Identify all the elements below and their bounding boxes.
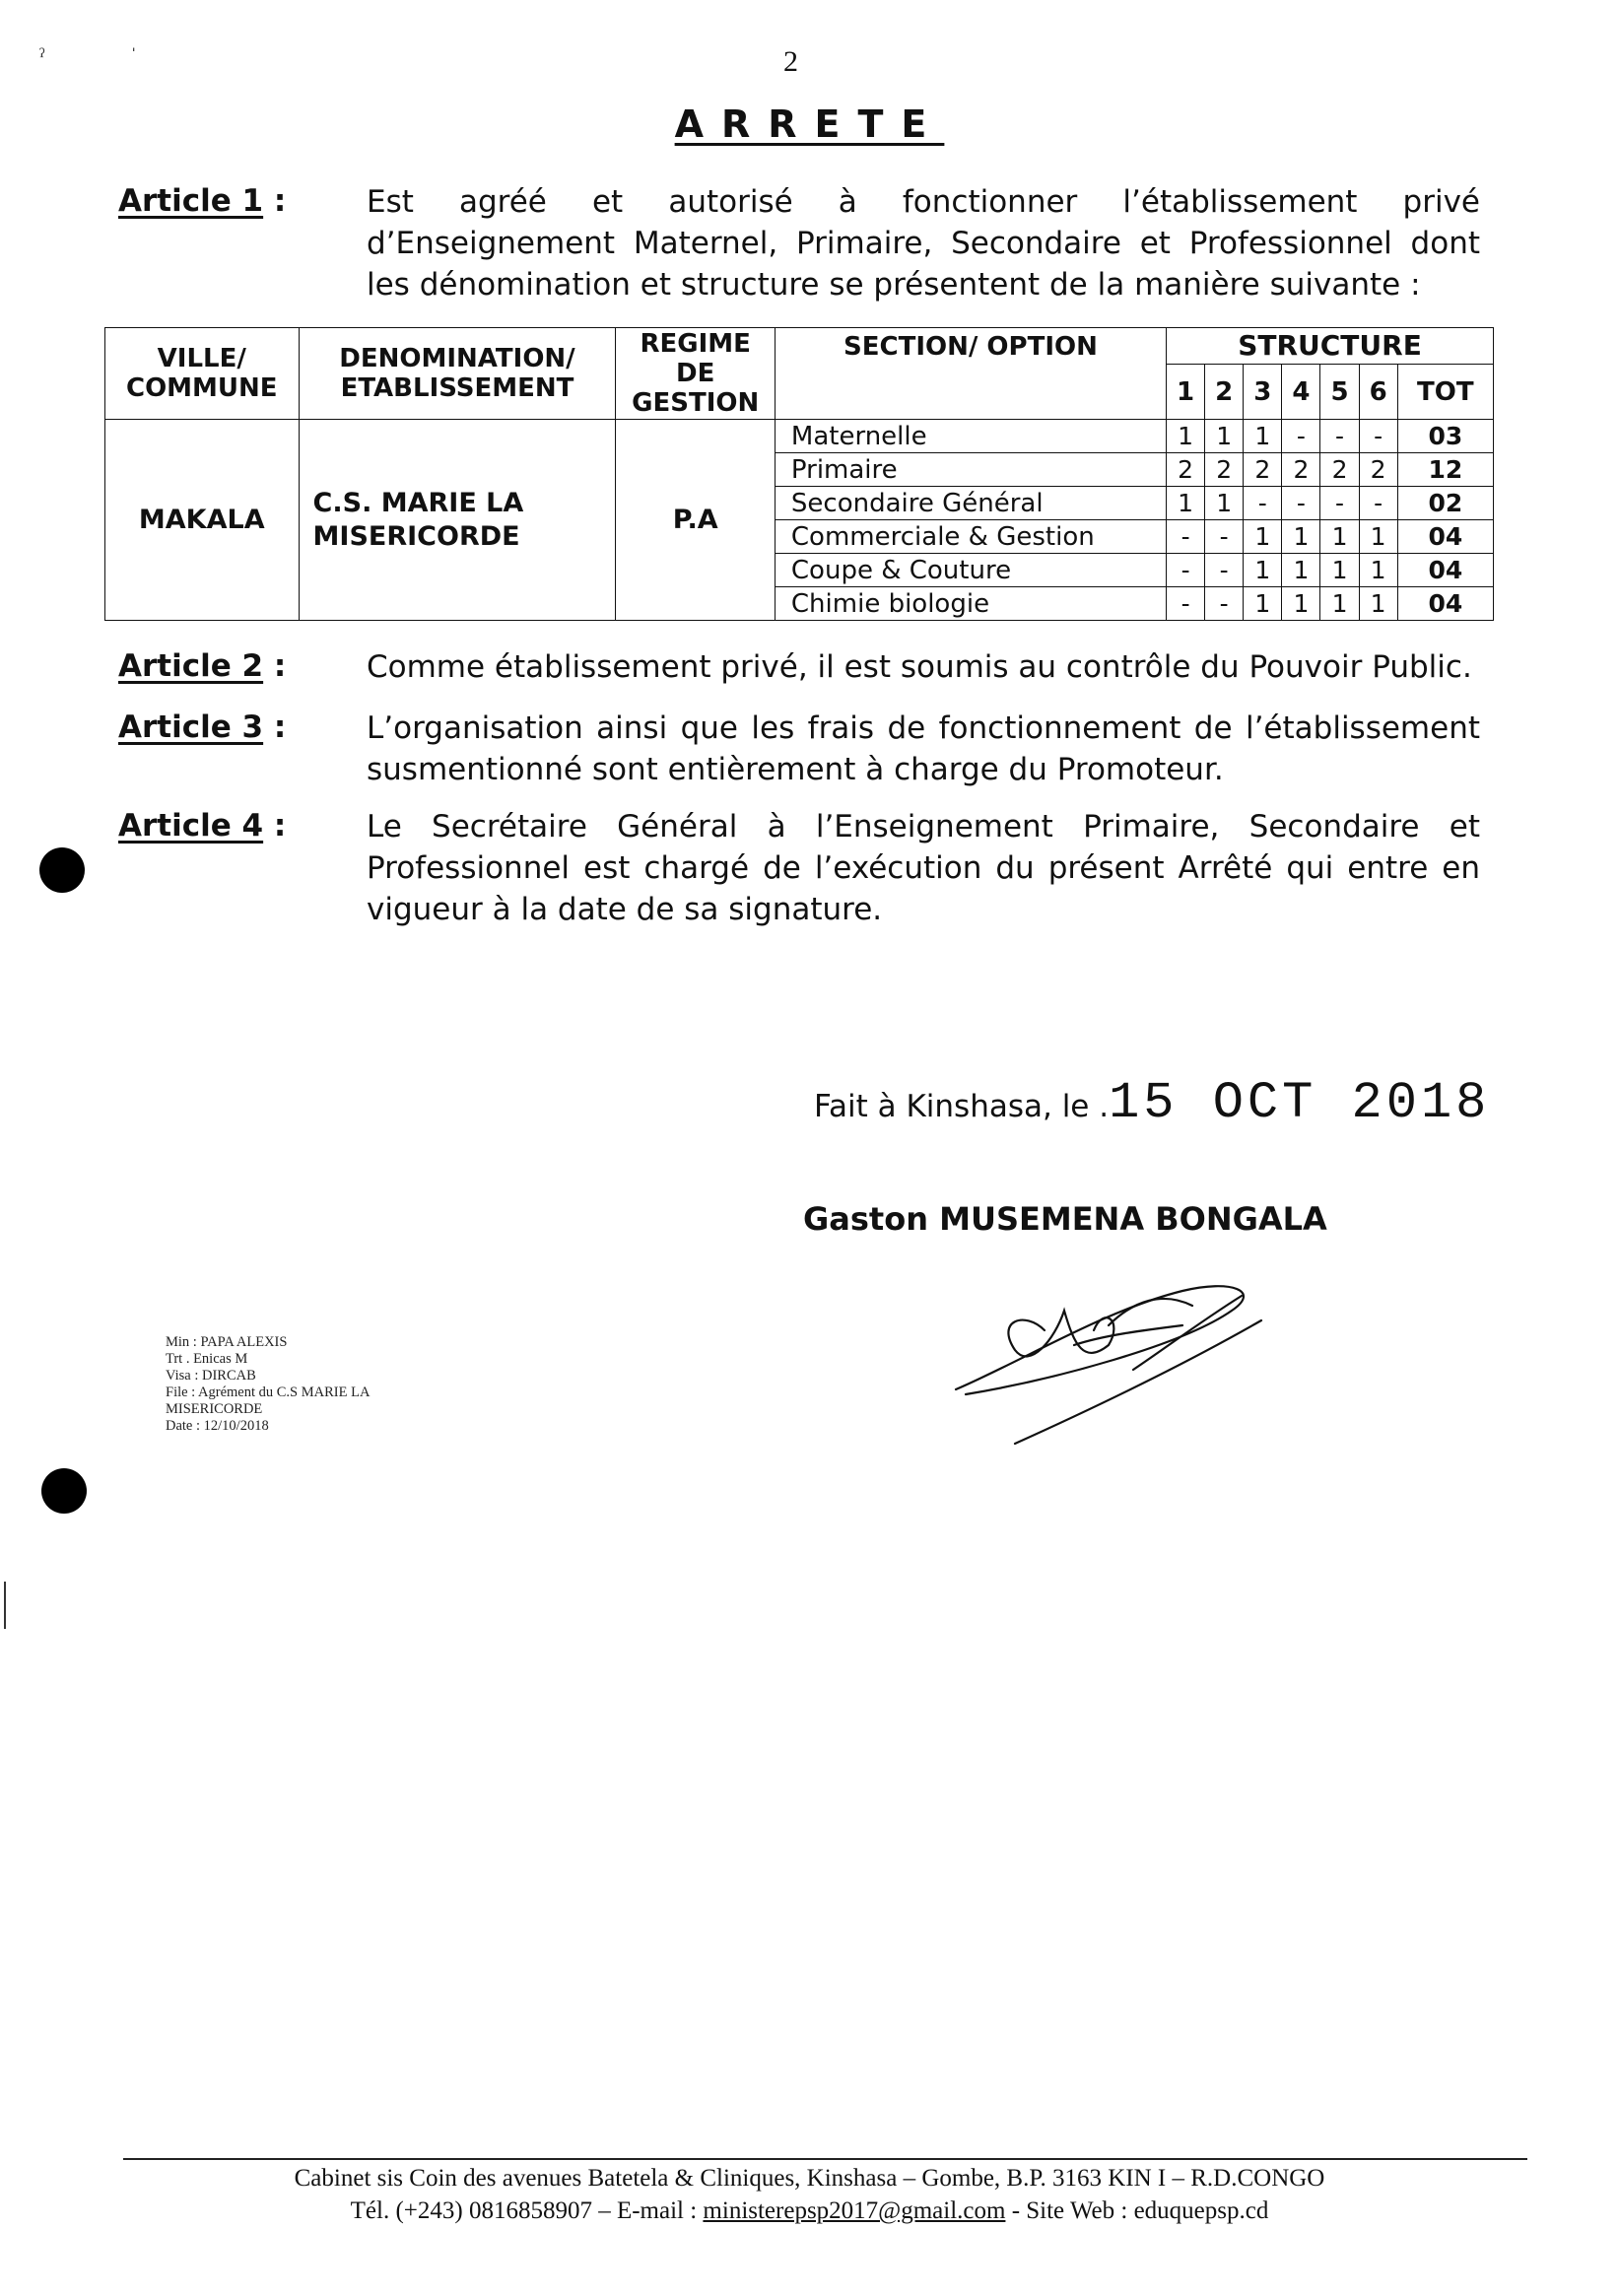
- place-text: Fait à Kinshasa, le .: [814, 1089, 1110, 1124]
- header-level-2: 2: [1205, 365, 1244, 420]
- header-level-6: 6: [1359, 365, 1397, 420]
- cell-level: -: [1320, 487, 1359, 520]
- cell-level: -: [1205, 587, 1244, 621]
- punch-hole-bottom: [41, 1468, 87, 1514]
- header-level-4: 4: [1282, 365, 1320, 420]
- footer-phone: Tél. (+243) 0816858907 – E-mail :: [350, 2197, 704, 2224]
- header-level-5: 5: [1320, 365, 1359, 420]
- cell-level: 1: [1282, 554, 1320, 587]
- article-1-label: Article 1 :: [118, 183, 287, 219]
- cell-level: -: [1282, 487, 1320, 520]
- cell-level: 2: [1320, 453, 1359, 487]
- memo-line: File : Agrément du C.S MARIE LA: [166, 1384, 371, 1400]
- cell-level: 1: [1320, 554, 1359, 587]
- cell-regime: P.A: [616, 420, 775, 621]
- article-4-text: Le Secrétaire Général à l’Enseignement Primaire, Secondaire et Professionnel est chargé de l’exécution du présent Arrêté qui entre en vigueur à la date de sa signature.: [367, 809, 1480, 927]
- scan-mark: [4, 1582, 6, 1629]
- header-denomination: DENOMINATION/ ETABLISSEMENT: [299, 328, 616, 420]
- cell-section: Chimie biologie: [775, 587, 1166, 621]
- article-1-text: Est agréé et autorisé à fonctionner l’établissement privé d’Enseignement Maternel, Primaire, Secondaire et Professionnel dont les dénomination et structure se présentent de la manière suivante :: [367, 184, 1480, 303]
- cell-level: -: [1244, 487, 1282, 520]
- footer-address: Cabinet sis Coin des avenues Batetela & Cliniques, Kinshasa – Gombe, B.P. 3163 KIN I – R.D.CONGO: [294, 2165, 1325, 2192]
- cell-section: Primaire: [775, 453, 1166, 487]
- cell-section: Secondaire Général: [775, 487, 1166, 520]
- cell-total: 12: [1397, 453, 1493, 487]
- header-total: TOT: [1397, 365, 1493, 420]
- article-2-label: Article 2 :: [118, 648, 287, 684]
- place-date-line: [814, 1074, 1490, 1132]
- cell-level: 1: [1244, 587, 1282, 621]
- corner-mark-left: ˀ: [39, 43, 45, 68]
- cell-level: 2: [1167, 453, 1205, 487]
- memo-line: MISERICORDE: [166, 1401, 263, 1417]
- cell-level: -: [1359, 487, 1397, 520]
- header-level-1: 1: [1167, 365, 1205, 420]
- cell-level: 1: [1244, 554, 1282, 587]
- cell-level: 1: [1320, 520, 1359, 554]
- footer-contact: [0, 2197, 1619, 2225]
- footer-email-link[interactable]: ministerepsp2017@gmail.com: [703, 2197, 1006, 2224]
- table-row: [105, 420, 1494, 453]
- memo-line: Visa : DIRCAB: [166, 1368, 256, 1384]
- signer-name: Gaston MUSEMENA BONGALA: [803, 1200, 1327, 1238]
- cell-section: Coupe & Couture: [775, 554, 1166, 587]
- cell-level: 1: [1167, 487, 1205, 520]
- cell-level: -: [1205, 554, 1244, 587]
- cell-level: 2: [1244, 453, 1282, 487]
- cell-level: 1: [1244, 420, 1282, 453]
- header-section: SECTION/ OPTION: [775, 328, 1166, 420]
- handwritten-signature: [936, 1251, 1330, 1458]
- header-structure: STRUCTURE: [1167, 328, 1494, 365]
- article-4-label: Article 4 :: [118, 808, 287, 844]
- cell-section: Commerciale & Gestion: [775, 520, 1166, 554]
- cell-level: 2: [1359, 453, 1397, 487]
- cell-level: 1: [1359, 520, 1397, 554]
- memo-line: Trt . Enicas M: [166, 1351, 248, 1367]
- cell-level: -: [1320, 420, 1359, 453]
- cell-section: Maternelle: [775, 420, 1166, 453]
- cell-level: 1: [1359, 587, 1397, 621]
- cell-level: -: [1167, 554, 1205, 587]
- date-stamp: 15 OCT 2018: [1109, 1074, 1491, 1132]
- corner-mark-right: ˈ: [130, 43, 138, 68]
- structure-table: [104, 327, 1494, 621]
- footer-divider: [123, 2158, 1527, 2160]
- footer-website: - Site Web : eduquepsp.cd: [1005, 2197, 1269, 2224]
- header-regime: REGIME DE GESTION: [616, 328, 775, 420]
- cell-total: 04: [1397, 587, 1493, 621]
- article-3-text: L’organisation ainsi que les frais de fonctionnement de l’établissement susmentionné sont entièrement à charge du Promoteur.: [367, 710, 1480, 787]
- cell-level: 2: [1282, 453, 1320, 487]
- cell-level: 2: [1205, 453, 1244, 487]
- article-2-text: Comme établissement privé, il est soumis au contrôle du Pouvoir Public.: [367, 649, 1472, 685]
- cell-level: 1: [1282, 587, 1320, 621]
- cell-level: 1: [1244, 520, 1282, 554]
- cell-denomination: C.S. MARIE LA MISERICORDE: [299, 420, 616, 621]
- cell-level: -: [1359, 420, 1397, 453]
- header-level-3: 3: [1244, 365, 1282, 420]
- cell-level: 1: [1167, 420, 1205, 453]
- header-ville: VILLE/ COMMUNE: [105, 328, 300, 420]
- cell-total: 04: [1397, 554, 1493, 587]
- memo-block: [166, 1334, 370, 1435]
- cell-level: 1: [1205, 487, 1244, 520]
- cell-level: -: [1167, 587, 1205, 621]
- cell-level: 1: [1320, 587, 1359, 621]
- cell-level: -: [1167, 520, 1205, 554]
- cell-total: 03: [1397, 420, 1493, 453]
- article-3-label: Article 3 :: [118, 709, 287, 745]
- cell-level: -: [1282, 420, 1320, 453]
- cell-ville: MAKALA: [105, 420, 300, 621]
- memo-line: Date : 12/10/2018: [166, 1418, 269, 1434]
- memo-line: Min : PAPA ALEXIS: [166, 1334, 288, 1350]
- cell-level: 1: [1359, 554, 1397, 587]
- page-number: 2: [783, 45, 798, 78]
- cell-total: 02: [1397, 487, 1493, 520]
- cell-level: 1: [1282, 520, 1320, 554]
- cell-total: 04: [1397, 520, 1493, 554]
- cell-level: 1: [1205, 420, 1244, 453]
- page-title: ARRETE: [674, 102, 945, 146]
- cell-level: -: [1205, 520, 1244, 554]
- punch-hole-top: [39, 847, 85, 893]
